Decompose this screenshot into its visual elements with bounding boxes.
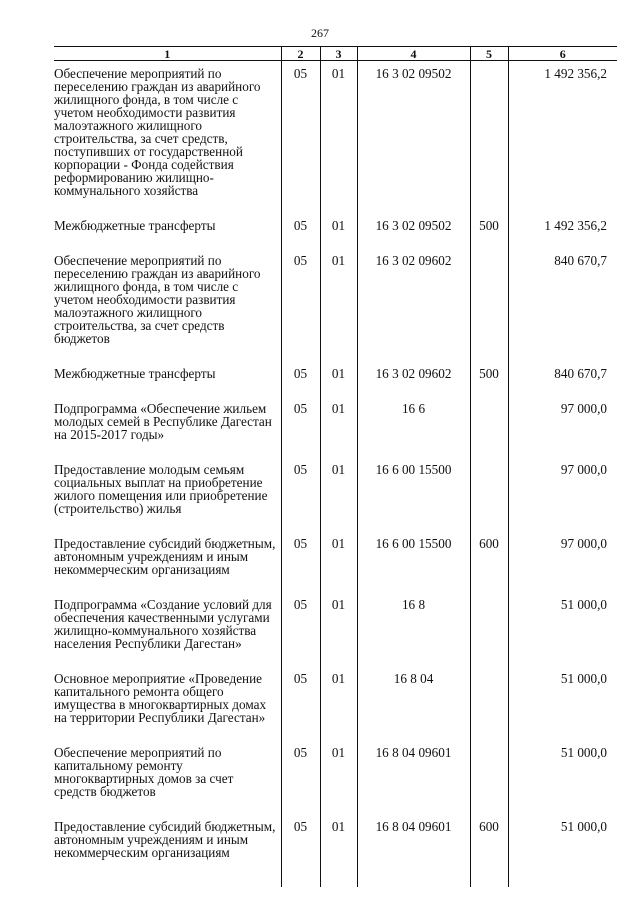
table-row bbox=[54, 537, 617, 598]
table-row bbox=[54, 820, 617, 887]
row-amount: 840 670,7 bbox=[508, 367, 617, 402]
row-target-code: 16 8 04 09601 bbox=[357, 820, 470, 887]
table-header bbox=[54, 47, 617, 61]
row-amount: 97 000,0 bbox=[508, 537, 617, 598]
row-subsection: 01 bbox=[320, 820, 357, 887]
row-expense-type bbox=[470, 463, 508, 537]
row-expense-type bbox=[470, 598, 508, 672]
row-subsection: 01 bbox=[320, 219, 357, 254]
row-name: Обеспечение мероприятий по переселению граждан из аварийного жилищного фонда, в том числе с учетом необходимости развития малоэтажного жилищного строительства, за счет средств бюджетов bbox=[54, 253, 261, 346]
row-section: 05 bbox=[281, 61, 320, 220]
row-name: Обеспечение мероприятий по переселению граждан из аварийного жилищного фонда, в том числе с учетом необходимости развития малоэтажного жилищного строительства, за счет средств, поступивших от государственной корпорации - Фонда содействия реформированию жилищно-коммунального хозяйства bbox=[54, 66, 261, 198]
row-subsection: 01 bbox=[320, 402, 357, 463]
column-header: 1 bbox=[54, 47, 281, 61]
row-target-code: 16 8 04 09601 bbox=[357, 746, 470, 820]
table-row bbox=[54, 61, 617, 220]
row-name: Подпрограмма «Обеспечение жильем молодых семей в Республике Дагестан на 2015-2017 годы» bbox=[54, 401, 272, 442]
row-expense-type: 600 bbox=[470, 537, 508, 598]
budget-table bbox=[54, 46, 617, 887]
column-header: 4 bbox=[357, 47, 470, 61]
row-amount: 51 000,0 bbox=[508, 598, 617, 672]
row-amount: 51 000,0 bbox=[508, 672, 617, 746]
row-target-code: 16 6 00 15500 bbox=[357, 537, 470, 598]
row-section: 05 bbox=[281, 367, 320, 402]
row-amount: 1 492 356,2 bbox=[508, 61, 617, 220]
row-amount: 97 000,0 bbox=[508, 402, 617, 463]
row-expense-type bbox=[470, 61, 508, 220]
row-section: 05 bbox=[281, 672, 320, 746]
row-name: Обеспечение мероприятий по капитальному ремонту многоквартирных домов за счет средств бюджетов bbox=[54, 745, 234, 799]
row-target-code: 16 8 bbox=[357, 598, 470, 672]
row-expense-type bbox=[470, 746, 508, 820]
row-amount: 1 492 356,2 bbox=[508, 219, 617, 254]
row-target-code: 16 6 00 15500 bbox=[357, 463, 470, 537]
row-amount: 51 000,0 bbox=[508, 820, 617, 887]
row-name: Предоставление субсидий бюджетным, автономным учреждениям и иным некоммерческим организациям bbox=[54, 536, 276, 577]
table-row bbox=[54, 402, 617, 463]
row-name: Подпрограмма «Создание условий для обеспечения качественными услугами жилищно-коммунального хозяйства населения Республики Дагестан» bbox=[54, 597, 272, 651]
row-section: 05 bbox=[281, 820, 320, 887]
row-target-code: 16 3 02 09502 bbox=[357, 219, 470, 254]
row-section: 05 bbox=[281, 537, 320, 598]
row-amount: 840 670,7 bbox=[508, 254, 617, 367]
row-expense-type bbox=[470, 254, 508, 367]
row-target-code: 16 8 04 bbox=[357, 672, 470, 746]
column-header: 6 bbox=[508, 47, 617, 61]
row-section: 05 bbox=[281, 463, 320, 537]
table-row bbox=[54, 254, 617, 367]
row-target-code: 16 3 02 09602 bbox=[357, 367, 470, 402]
row-subsection: 01 bbox=[320, 61, 357, 220]
row-name: Предоставление молодым семьям социальных выплат на приобретение жилого помещения или приобретение (строительство) жилья bbox=[54, 462, 268, 516]
row-section: 05 bbox=[281, 598, 320, 672]
row-amount: 97 000,0 bbox=[508, 463, 617, 537]
table-row bbox=[54, 463, 617, 537]
row-subsection: 01 bbox=[320, 537, 357, 598]
row-target-code: 16 6 bbox=[357, 402, 470, 463]
table-row bbox=[54, 598, 617, 672]
row-subsection: 01 bbox=[320, 463, 357, 537]
row-name: Основное мероприятие «Проведение капитального ремонта общего имущества в многоквартирных домах на территории Республики Дагестан» bbox=[54, 671, 267, 725]
row-subsection: 01 bbox=[320, 254, 357, 367]
row-target-code: 16 3 02 09602 bbox=[357, 254, 470, 367]
row-expense-type: 500 bbox=[470, 367, 508, 402]
row-section: 05 bbox=[281, 254, 320, 367]
table-row bbox=[54, 219, 617, 254]
table-row bbox=[54, 746, 617, 820]
row-name: Предоставление субсидий бюджетным, автономным учреждениям и иным некоммерческим организациям bbox=[54, 819, 276, 860]
row-subsection: 01 bbox=[320, 367, 357, 402]
row-subsection: 01 bbox=[320, 598, 357, 672]
row-name: Межбюджетные трансферты bbox=[54, 366, 216, 381]
row-section: 05 bbox=[281, 746, 320, 820]
row-expense-type bbox=[470, 402, 508, 463]
page-number: 267 bbox=[311, 26, 329, 40]
table-row bbox=[54, 672, 617, 746]
row-expense-type: 600 bbox=[470, 820, 508, 887]
table-row bbox=[54, 367, 617, 402]
row-amount: 51 000,0 bbox=[508, 746, 617, 820]
row-section: 05 bbox=[281, 219, 320, 254]
column-header: 2 bbox=[281, 47, 320, 61]
row-expense-type bbox=[470, 672, 508, 746]
row-subsection: 01 bbox=[320, 746, 357, 820]
column-header: 5 bbox=[470, 47, 508, 61]
row-section: 05 bbox=[281, 402, 320, 463]
table-body bbox=[54, 61, 617, 888]
row-name: Межбюджетные трансферты bbox=[54, 218, 216, 233]
row-expense-type: 500 bbox=[470, 219, 508, 254]
row-subsection: 01 bbox=[320, 672, 357, 746]
column-header: 3 bbox=[320, 47, 357, 61]
row-target-code: 16 3 02 09502 bbox=[357, 61, 470, 220]
